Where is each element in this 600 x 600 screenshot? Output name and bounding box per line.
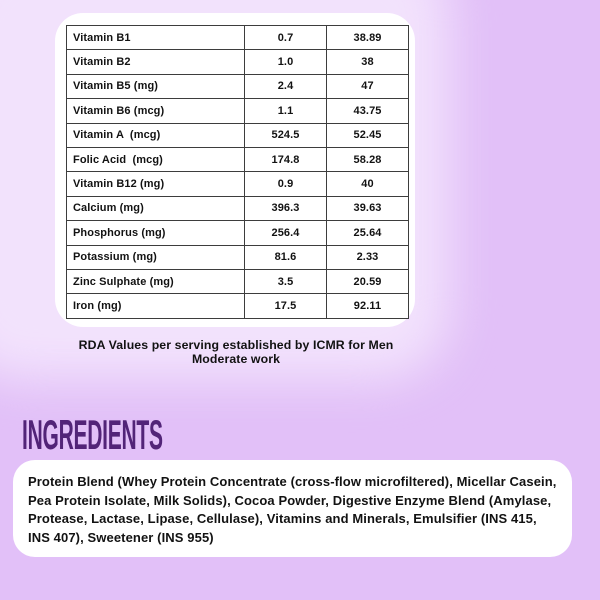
amount-cell: 0.7: [245, 26, 327, 50]
table-row: [67, 196, 409, 220]
rda-percent-cell: 52.45: [327, 123, 409, 147]
nutrient-name-cell: Vitamin B5 (mg): [67, 74, 245, 98]
nutrient-name-cell: Vitamin B1: [67, 26, 245, 50]
amount-cell: 2.4: [245, 74, 327, 98]
nutrition-table-card: [55, 13, 415, 327]
table-row: [67, 50, 409, 74]
ingredients-text: Protein Blend (Whey Protein Concentrate (cross-flow microfiltered), Micellar Casein, Pea Protein Isolate, Milk Solids), Cocoa Powder, Digestive Enzyme Blend (Amylase, Protease, Lactase, Lipase, Cellulase), Vitamins and Minerals, Emulsifier (INS 415, INS 407), Sweetener (INS 955): [28, 474, 557, 545]
amount-cell: 524.5: [245, 123, 327, 147]
nutrient-name-cell: Vitamin B12 (mg): [67, 172, 245, 196]
amount-cell: 0.9: [245, 172, 327, 196]
table-row: [67, 99, 409, 123]
nutrient-name-cell: Vitamin B6 (mcg): [67, 99, 245, 123]
table-row: [67, 221, 409, 245]
table-row: [67, 269, 409, 293]
nutrient-name-cell: Potassium (mg): [67, 245, 245, 269]
rda-percent-cell: 38.89: [327, 26, 409, 50]
ingredients-heading: [22, 411, 304, 458]
nutrient-name-cell: Zinc Sulphate (mg): [67, 269, 245, 293]
rda-percent-cell: 39.63: [327, 196, 409, 220]
nutrient-name-cell: Iron (mg): [67, 294, 245, 318]
ingredients-card: [13, 460, 572, 557]
rda-percent-cell: 43.75: [327, 99, 409, 123]
nutrient-name-cell: Vitamin A (mcg): [67, 123, 245, 147]
rda-percent-cell: 20.59: [327, 269, 409, 293]
amount-cell: 81.6: [245, 245, 327, 269]
ingredients-heading-text: INGREDIENTS: [22, 411, 163, 458]
rda-percent-cell: 92.11: [327, 294, 409, 318]
nutrition-table: [66, 25, 409, 319]
amount-cell: 1.1: [245, 99, 327, 123]
nutrient-name-cell: Vitamin B2: [67, 50, 245, 74]
table-row: [67, 245, 409, 269]
table-row: [67, 147, 409, 171]
rda-note: RDA Values per serving established by ICMR for Men Moderate work: [78, 338, 394, 366]
table-row: [67, 172, 409, 196]
amount-cell: 17.5: [245, 294, 327, 318]
amount-cell: 174.8: [245, 147, 327, 171]
rda-percent-cell: 58.28: [327, 147, 409, 171]
table-row: [67, 26, 409, 50]
rda-percent-cell: 47: [327, 74, 409, 98]
amount-cell: 256.4: [245, 221, 327, 245]
table-row: [67, 74, 409, 98]
table-row: [67, 294, 409, 318]
rda-percent-cell: 2.33: [327, 245, 409, 269]
amount-cell: 396.3: [245, 196, 327, 220]
amount-cell: 1.0: [245, 50, 327, 74]
rda-percent-cell: 40: [327, 172, 409, 196]
rda-percent-cell: 25.64: [327, 221, 409, 245]
nutrient-name-cell: Calcium (mg): [67, 196, 245, 220]
table-row: [67, 123, 409, 147]
amount-cell: 3.5: [245, 269, 327, 293]
nutrient-name-cell: Folic Acid (mcg): [67, 147, 245, 171]
rda-percent-cell: 38: [327, 50, 409, 74]
nutrient-name-cell: Phosphorus (mg): [67, 221, 245, 245]
